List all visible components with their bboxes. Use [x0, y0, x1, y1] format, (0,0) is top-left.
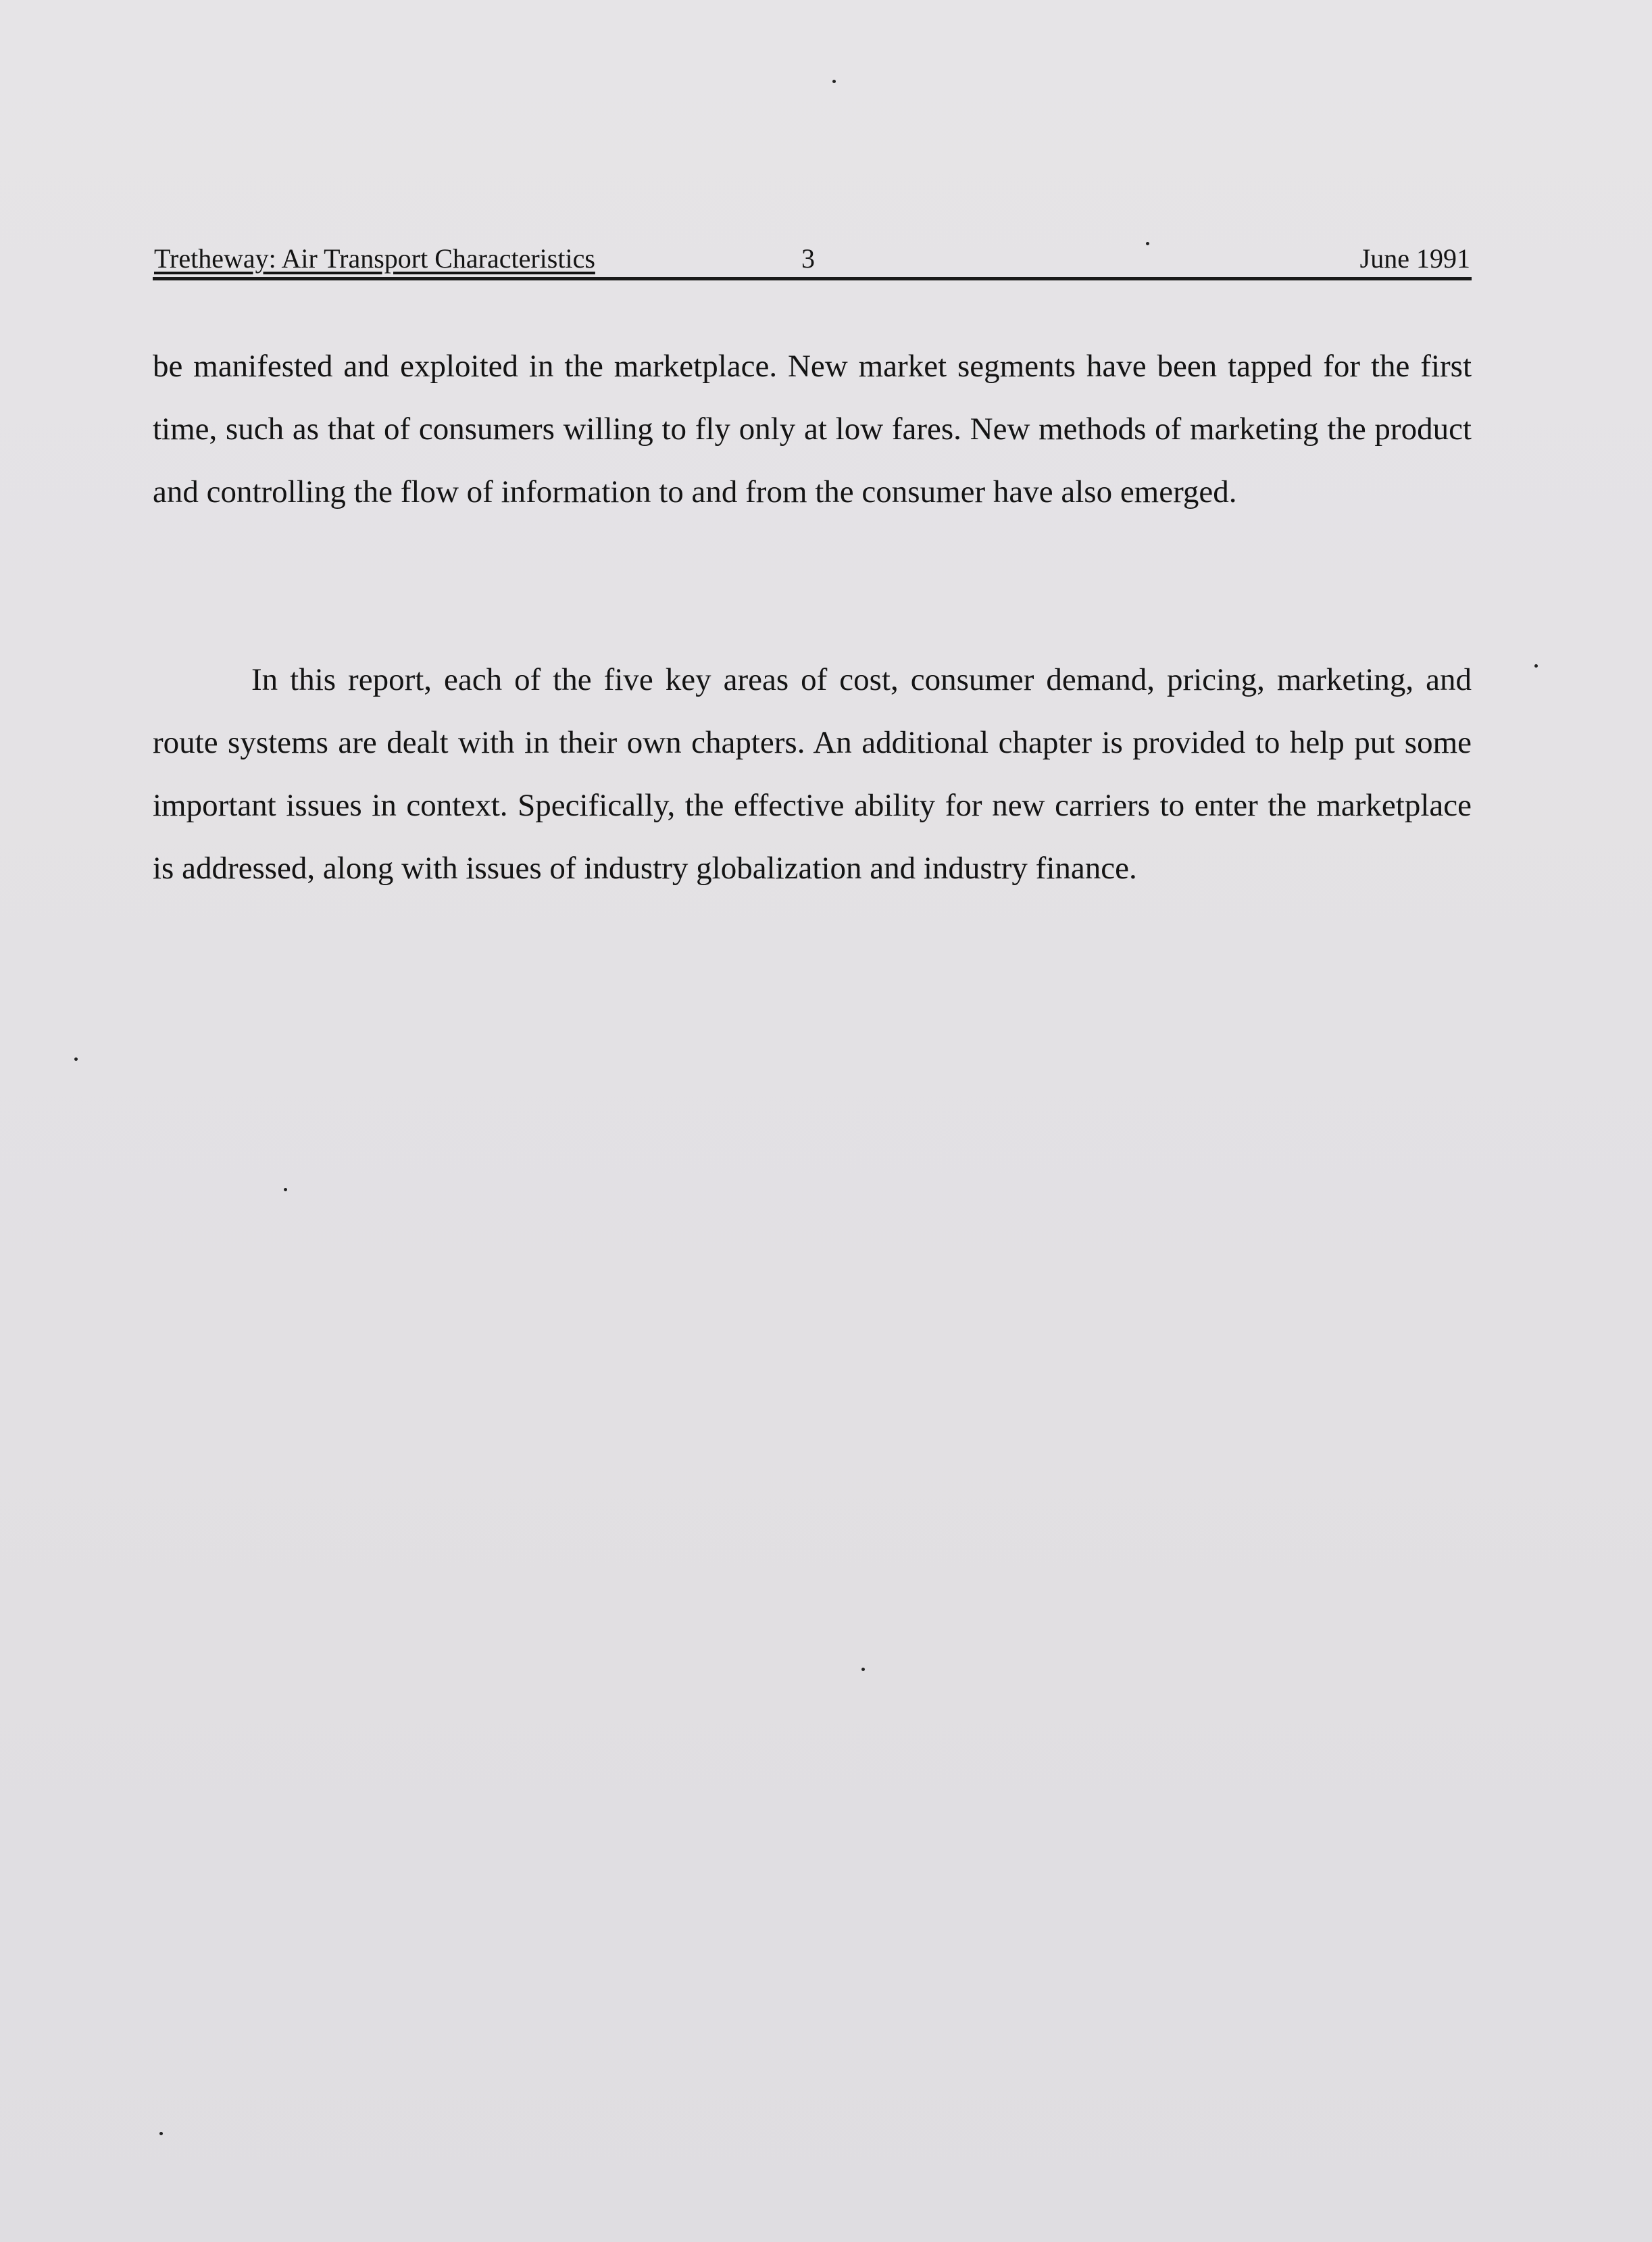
scan-speck	[861, 1668, 865, 1671]
header-date: June 1991	[1359, 243, 1470, 274]
scan-speck	[1534, 664, 1538, 668]
paragraph-1: be manifested and exploited in the marketplace. New market segments have been tapped for the first time, such as that of consumers willing to fly only at low fares. New methods of marketing the product and controlling the flow of information to and from the consumer have also emerged.	[153, 349, 1472, 509]
scan-speck	[832, 80, 836, 83]
scan-speck	[74, 1057, 78, 1061]
scan-speck	[1146, 242, 1149, 245]
paragraph-2: In this report, each of the five key areas of cost, consumer demand, pricing, marketing, and route systems are dealt with in their own chapters. An additional chapter is provided to help put some important issues in context. Specifically, the effective ability for new carriers to enter the marketplace is addressed, along with issues of industry globalization and industry finance.	[153, 662, 1472, 886]
page-number: 3	[801, 243, 815, 274]
header-title: Tretheway: Air Transport Characteristics	[154, 243, 595, 274]
scan-speck	[284, 1188, 287, 1191]
scan-speck	[159, 2132, 163, 2135]
running-header	[153, 230, 1472, 280]
